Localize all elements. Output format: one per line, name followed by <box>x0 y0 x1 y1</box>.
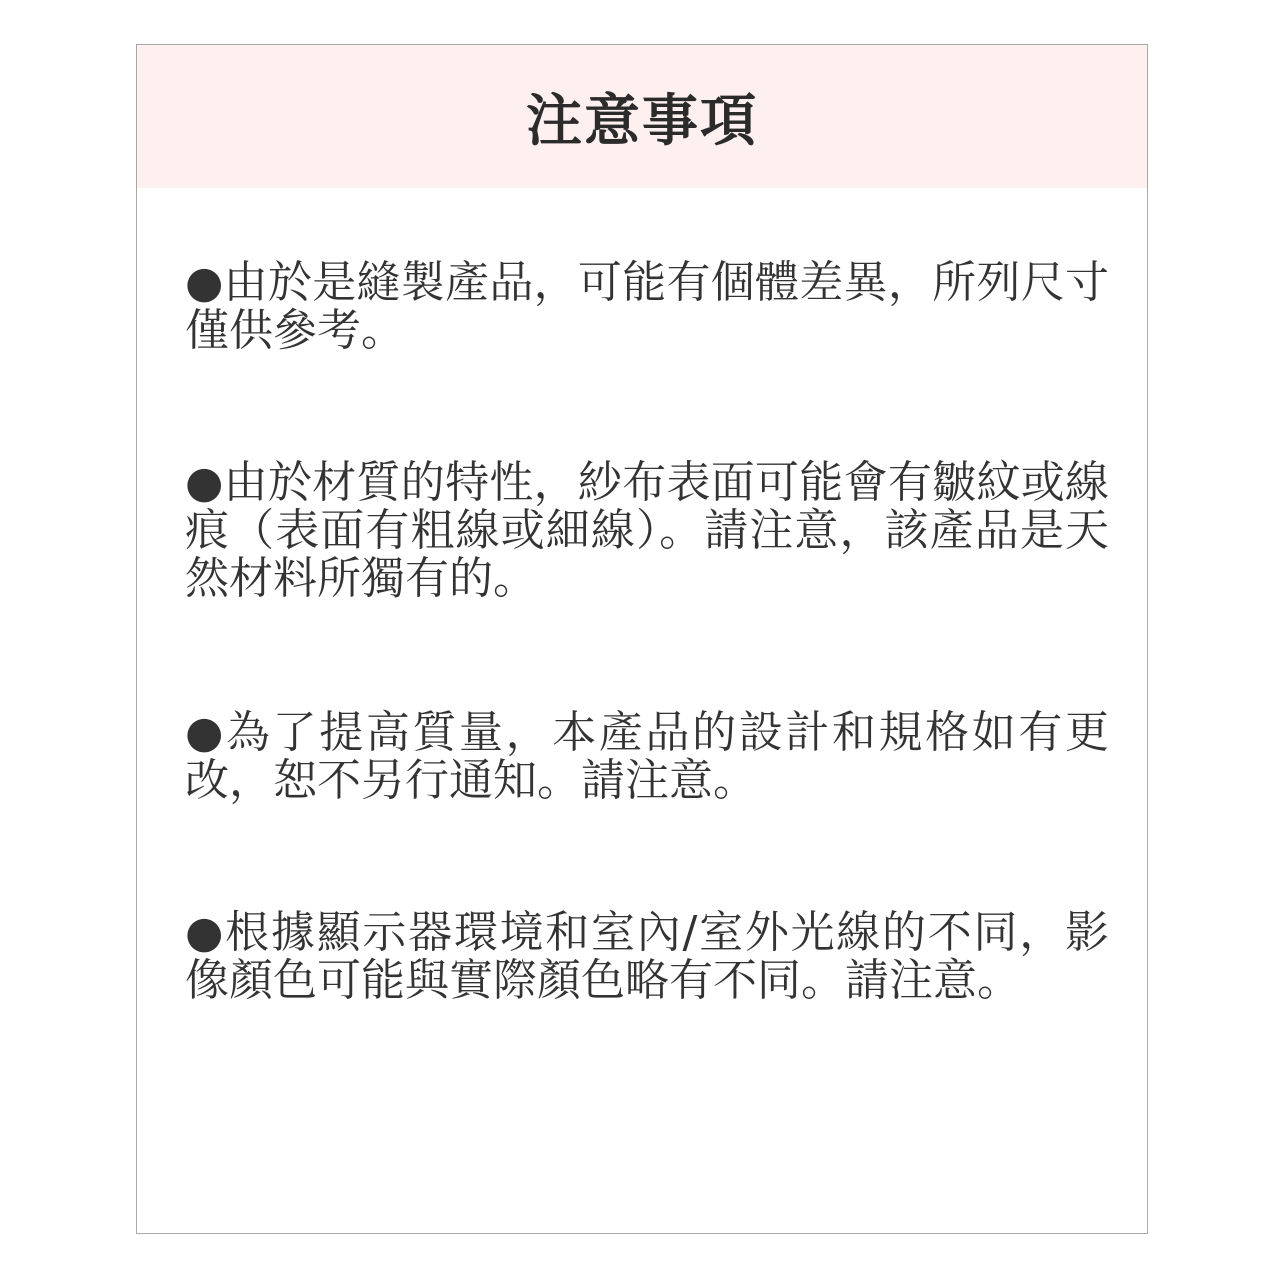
notice-header <box>137 45 1147 188</box>
note-spec-change: ●為了提高質量，本產品的設計和規格如有更改，恕不另行通知。請注意。 <box>185 707 1109 806</box>
note-gauze-texture: ●由於材質的特性，紗布表面可能會有皺紋或線痕（表面有粗線或細線）。請注意，該產品是天然材料所獨有的。 <box>185 457 1109 604</box>
notice-card <box>136 44 1148 1234</box>
notice-title: 注意事項 <box>526 88 758 154</box>
note-color-difference: ●根據顯示器環境和室內/室外光線的不同，影像顏色可能與實際顏色略有不同。請注意。 <box>185 907 1109 1006</box>
note-sewn-product: ●由於是縫製產品，可能有個體差異，所列尺寸僅供參考。 <box>185 257 1109 356</box>
